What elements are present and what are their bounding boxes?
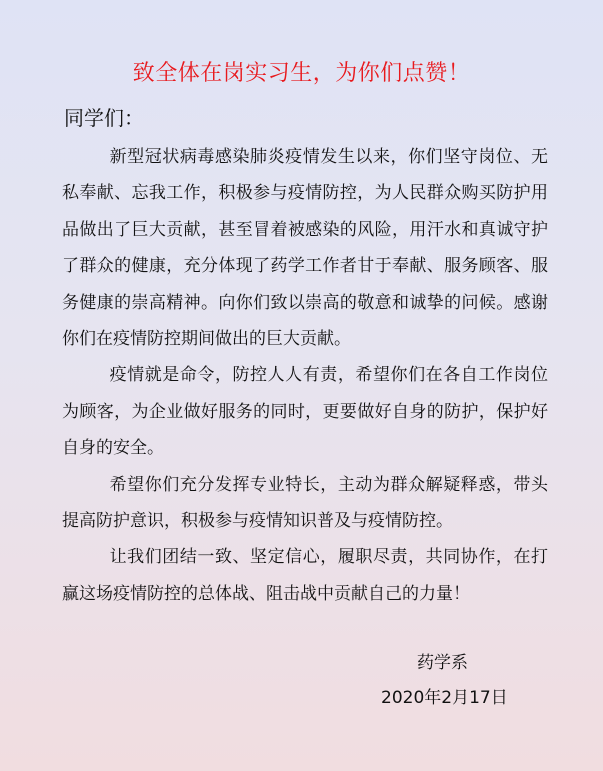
signature-organization: 药学系	[417, 653, 468, 673]
letter-paragraph-4: 让我们团结一致、坚定信心，履职尽责，共同协作，在打赢这场疫情防控的总体战、阻击战中贡献自己的力量！	[62, 547, 548, 604]
letter-paragraph-3: 希望你们充分发挥专业特长，主动为群众解疑释惑，带头提高防护意识，积极参与疫情知识普及与疫情防控。	[62, 474, 548, 532]
letter-paragraph-1: 新型冠状病毒感染肺炎疫情发生以来，你们坚守岗位、无私奉献、忘我工作，积极参与疫情防控，为人民群众购买防护用品做出了巨大贡献，甚至冒着被感染的风险，用汗水和真诚守护了群众的健康，充分体现了药学工作者甘于奉献、服务顾客、服务健康的崇高精神。向你们致以崇高的敬意和诚挚的问候。感谢你们在疫情防控期间做出的巨大贡献。	[62, 147, 548, 350]
letter-title: 致全体在岗实习生，为你们点赞！	[132, 61, 471, 86]
letter-body	[62, 139, 548, 612]
letter-salutation: 同学们：	[64, 106, 144, 130]
signature-date: 2020年2月17日	[381, 688, 508, 708]
letter-paragraph-2: 疫情就是命令，防控人人有责，希望你们在各自工作岗位为顾客，为企业做好服务的同时，更要做好自身的防护，保护好自身的安全。	[62, 365, 548, 459]
